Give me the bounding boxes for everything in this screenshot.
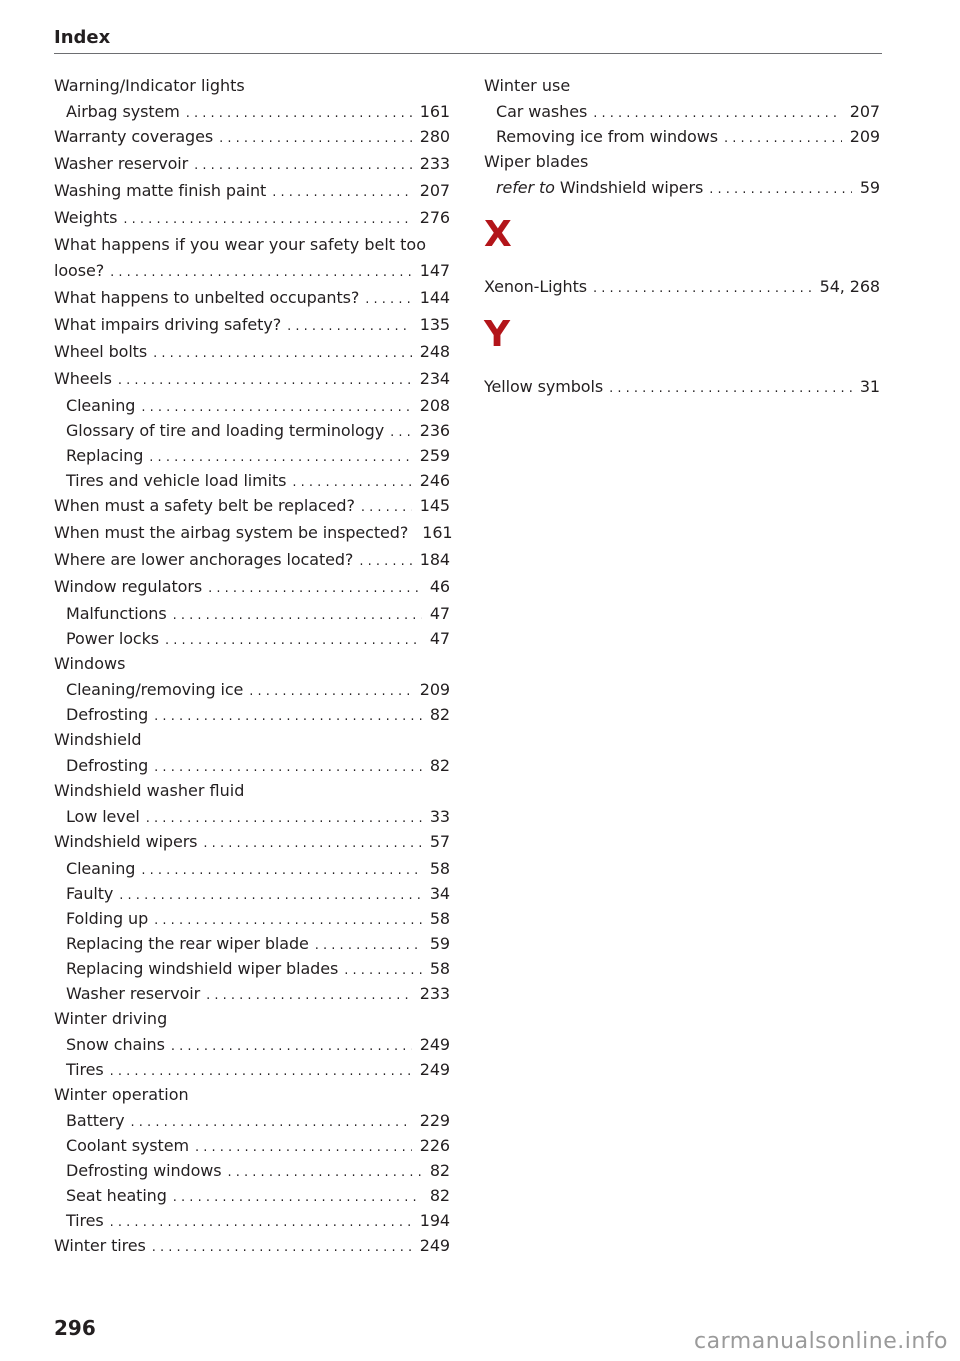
index-heading-windshield: Windshield	[54, 730, 142, 749]
index-term: Washer reservoir	[66, 984, 201, 1003]
index-term: Coolant system	[66, 1136, 189, 1155]
dot-leader	[149, 446, 411, 470]
index-heading-winter-driving: Winter driving	[54, 1009, 168, 1028]
index-term: Defrosting	[66, 705, 149, 724]
dot-leader	[194, 154, 412, 178]
index-term: Wheel bolts	[54, 342, 148, 361]
index-subentry-coolant-system	[54, 1134, 450, 1159]
index-term: Power locks	[66, 629, 159, 648]
page-reference: 58	[429, 909, 450, 928]
index-subentry-removing-ice-from-windows	[484, 125, 880, 150]
header-divider	[54, 53, 882, 54]
page-reference: 276	[419, 208, 450, 227]
dot-leader	[173, 604, 422, 628]
index-subentry-low-level	[54, 805, 450, 830]
index-subentry-airbag-system	[54, 100, 450, 125]
dot-leader	[110, 1060, 412, 1084]
page-reference: 184	[419, 550, 450, 569]
page-reference: 144	[419, 288, 450, 307]
index-term: Defrosting windows	[66, 1161, 222, 1180]
index-entry-yellow-symbols	[484, 375, 880, 401]
index-heading-wiper-blades: Wiper blades	[484, 152, 589, 171]
page-reference: 209	[419, 680, 450, 699]
page-reference: 59	[859, 178, 880, 197]
index-column-left	[54, 74, 453, 1261]
index-term: Winter tires	[54, 1236, 146, 1255]
dot-leader	[709, 178, 852, 202]
index-term: Seat heating	[66, 1186, 167, 1205]
page-reference: 31	[859, 377, 880, 396]
section-letter-x: X	[484, 214, 512, 255]
dot-leader	[609, 377, 852, 401]
index-term: Windshield wipers	[54, 832, 198, 851]
page-reference: 82	[429, 1161, 450, 1180]
index-subentry-seat-heating	[54, 1184, 450, 1209]
page-reference: 58	[429, 859, 450, 878]
index-term: loose?	[54, 261, 105, 280]
dot-leader	[110, 261, 412, 285]
dot-leader	[154, 756, 422, 780]
index-entry-wheels	[54, 367, 450, 393]
index-entry-warranty-coverages	[54, 125, 450, 151]
index-term: Where are lower anchorages located?	[54, 550, 354, 569]
dot-leader	[131, 1111, 412, 1135]
index-term: Yellow symbols	[484, 377, 604, 396]
index-entry-xenon-lights	[484, 275, 880, 301]
index-subentry-tires-and-vehicle-load-limits	[54, 469, 450, 494]
page-reference: 207	[849, 102, 880, 121]
page-reference: 236	[419, 421, 450, 440]
index-subentry-glossary-of-tire-and-loading-terminology	[54, 419, 450, 444]
watermark: carmanualsonline.info	[694, 1329, 948, 1354]
dot-leader	[153, 342, 412, 366]
page-reference: 229	[419, 1111, 450, 1130]
index-entry-where-are-lower-anchorages-located	[54, 548, 450, 574]
index-subentry-windshield-wipers	[484, 176, 880, 201]
dot-leader	[195, 1136, 412, 1160]
index-subentry-replacing-windshield-wiper-blades	[54, 957, 450, 982]
page-reference: 59	[429, 934, 450, 953]
index-entry-washer-reservoir	[54, 152, 450, 178]
index-heading-windows: Windows	[54, 654, 126, 673]
page-reference: 57	[429, 832, 450, 851]
index-term: Tires and vehicle load limits	[66, 471, 287, 490]
index-term	[496, 176, 703, 200]
index-subentry-cleaning	[54, 394, 450, 419]
index-term: Battery	[66, 1111, 125, 1130]
dot-leader	[208, 577, 422, 601]
index-subentry-snow-chains	[54, 1033, 450, 1058]
dot-leader	[146, 807, 422, 831]
index-subentry-defrosting	[54, 754, 450, 779]
index-column-right	[484, 74, 880, 402]
page-reference: 147	[419, 261, 450, 280]
index-term: Cleaning	[66, 396, 136, 415]
dot-leader	[287, 315, 412, 339]
page-reference: 82	[429, 705, 450, 724]
index-term: Replacing windshield wiper blades	[66, 959, 339, 978]
index-entry-windshield-wipers	[54, 830, 450, 856]
page-reference: 54, 268	[819, 277, 880, 296]
dot-leader	[206, 984, 412, 1008]
dot-leader	[359, 550, 411, 574]
page-reference: 226	[419, 1136, 450, 1155]
page-reference: 280	[419, 127, 450, 146]
dot-leader	[292, 471, 411, 495]
dot-leader	[119, 884, 422, 908]
page-reference: 47	[429, 604, 450, 623]
dot-leader	[173, 1186, 422, 1210]
index-term: Weights	[54, 208, 118, 227]
index-subentry-power-locks	[54, 627, 450, 652]
index-entry-wheel-bolts	[54, 340, 450, 366]
page-header-title: Index	[54, 27, 111, 48]
index-term: Warranty coverages	[54, 127, 214, 146]
page-reference: 34	[429, 884, 450, 903]
page-reference: 33	[429, 807, 450, 826]
dot-leader	[315, 934, 422, 958]
index-term: Faulty	[66, 884, 114, 903]
page-reference: 208	[419, 396, 450, 415]
page-reference: 249	[419, 1060, 450, 1079]
index-entry-winter-tires	[54, 1234, 450, 1260]
page-reference: 194	[419, 1211, 450, 1230]
dot-leader	[154, 705, 422, 729]
index-term: Cleaning/removing ice	[66, 680, 244, 699]
dot-leader	[249, 680, 411, 704]
dot-leader	[141, 396, 411, 420]
index-subentry-malfunctions	[54, 602, 450, 627]
index-subentry-faulty	[54, 882, 450, 907]
section-letter-y: Y	[484, 314, 511, 355]
index-term: Car washes	[496, 102, 588, 121]
page-number: 296	[54, 1316, 96, 1340]
cross-reference-label: refer to	[496, 178, 555, 197]
page-reference: 47	[429, 629, 450, 648]
index-term: Cleaning	[66, 859, 136, 878]
index-term: What happens to unbelted occupants?	[54, 288, 360, 307]
index-heading-what-happens-if-you-wear-your-safety-belt-too: What happens if you wear your safety belt too	[54, 235, 426, 254]
index-term: Tires	[66, 1060, 104, 1079]
dot-leader	[123, 208, 411, 232]
index-term: Defrosting	[66, 756, 149, 775]
page-reference: 161	[422, 523, 453, 542]
index-term: Washer reservoir	[54, 154, 189, 173]
index-term: Low level	[66, 807, 140, 826]
dot-leader	[593, 102, 842, 126]
page-reference: 248	[419, 342, 450, 361]
dot-leader	[272, 181, 412, 205]
index-term: Airbag system	[66, 102, 180, 121]
page-reference: 161	[419, 102, 450, 121]
index-heading-windshield-washer-fluid: Windshield washer fluid	[54, 781, 245, 800]
index-entry-window-regulators	[54, 575, 450, 601]
page-reference: 246	[419, 471, 450, 490]
index-term: Window regulators	[54, 577, 203, 596]
index-entry-what-happens-to-unbelted-occupants	[54, 286, 450, 312]
dot-leader	[171, 1035, 412, 1059]
dot-leader	[365, 288, 411, 312]
dot-leader	[141, 859, 421, 883]
index-subentry-car-washes	[484, 100, 880, 125]
index-entry-loose	[54, 259, 450, 285]
index-term: Wheels	[54, 369, 112, 388]
page-reference: 58	[429, 959, 450, 978]
dot-leader	[186, 102, 412, 126]
dot-leader	[361, 496, 412, 520]
dot-leader	[152, 1236, 412, 1260]
index-heading-winter-use: Winter use	[484, 76, 571, 95]
index-subentry-cleaning	[54, 857, 450, 882]
dot-leader	[219, 127, 412, 151]
page-reference: 82	[429, 756, 450, 775]
index-subentry-replacing	[54, 444, 450, 469]
index-term: Tires	[66, 1211, 104, 1230]
cross-reference-target: Windshield wipers	[559, 178, 704, 197]
index-entry-what-impairs-driving-safety	[54, 313, 450, 339]
page-reference: 233	[419, 984, 450, 1003]
index-entry-when-must-the-airbag-system-be-inspected	[54, 521, 453, 547]
page-reference: 209	[849, 127, 880, 146]
index-entry-weights	[54, 206, 450, 232]
index-subentry-cleaning-removing-ice	[54, 678, 450, 703]
index-term: Malfunctions	[66, 604, 167, 623]
index-subentry-folding-up	[54, 907, 450, 932]
index-subentry-replacing-the-rear-wiper-blade	[54, 932, 450, 957]
page-reference: 207	[419, 181, 450, 200]
index-entry-when-must-a-safety-belt-be-replaced	[54, 494, 450, 520]
index-term: Replacing the rear wiper blade	[66, 934, 309, 953]
page-reference: 259	[419, 446, 450, 465]
index-subentry-battery	[54, 1109, 450, 1134]
dot-leader	[110, 1211, 412, 1235]
index-heading-warning-indicator-lights: Warning/Indicator lights	[54, 76, 245, 95]
index-heading-winter-operation: Winter operation	[54, 1085, 189, 1104]
dot-leader	[593, 277, 812, 301]
page-reference: 145	[419, 496, 450, 515]
page-reference: 135	[419, 315, 450, 334]
dot-leader	[154, 909, 422, 933]
index-term: Xenon-Lights	[484, 277, 587, 296]
index-term: Folding up	[66, 909, 149, 928]
index-term: What impairs driving safety?	[54, 315, 282, 334]
index-term: Glossary of tire and loading terminology	[66, 421, 385, 440]
dot-leader	[228, 1161, 422, 1185]
index-term: Removing ice from windows	[496, 127, 718, 146]
index-subentry-washer-reservoir	[54, 982, 450, 1007]
page-reference: 233	[419, 154, 450, 173]
dot-leader	[390, 421, 412, 445]
page-reference: 249	[419, 1236, 450, 1255]
index-term: When must the airbag system be inspected?	[54, 523, 409, 542]
dot-leader	[344, 959, 422, 983]
index-term: When must a safety belt be replaced?	[54, 496, 355, 515]
index-subentry-tires	[54, 1209, 450, 1234]
index-subentry-defrosting	[54, 703, 450, 728]
index-term: Washing matte finish paint	[54, 181, 267, 200]
index-term: Snow chains	[66, 1035, 165, 1054]
page-reference: 46	[429, 577, 450, 596]
page-reference: 249	[419, 1035, 450, 1054]
dot-leader	[724, 127, 842, 151]
index-subentry-tires	[54, 1058, 450, 1083]
page-reference: 82	[429, 1186, 450, 1205]
dot-leader	[118, 369, 412, 393]
dot-leader	[203, 832, 421, 856]
index-term: Replacing	[66, 446, 144, 465]
index-entry-washing-matte-finish-paint	[54, 179, 450, 205]
index-subentry-defrosting-windows	[54, 1159, 450, 1184]
page-reference: 234	[419, 369, 450, 388]
dot-leader	[165, 629, 422, 653]
